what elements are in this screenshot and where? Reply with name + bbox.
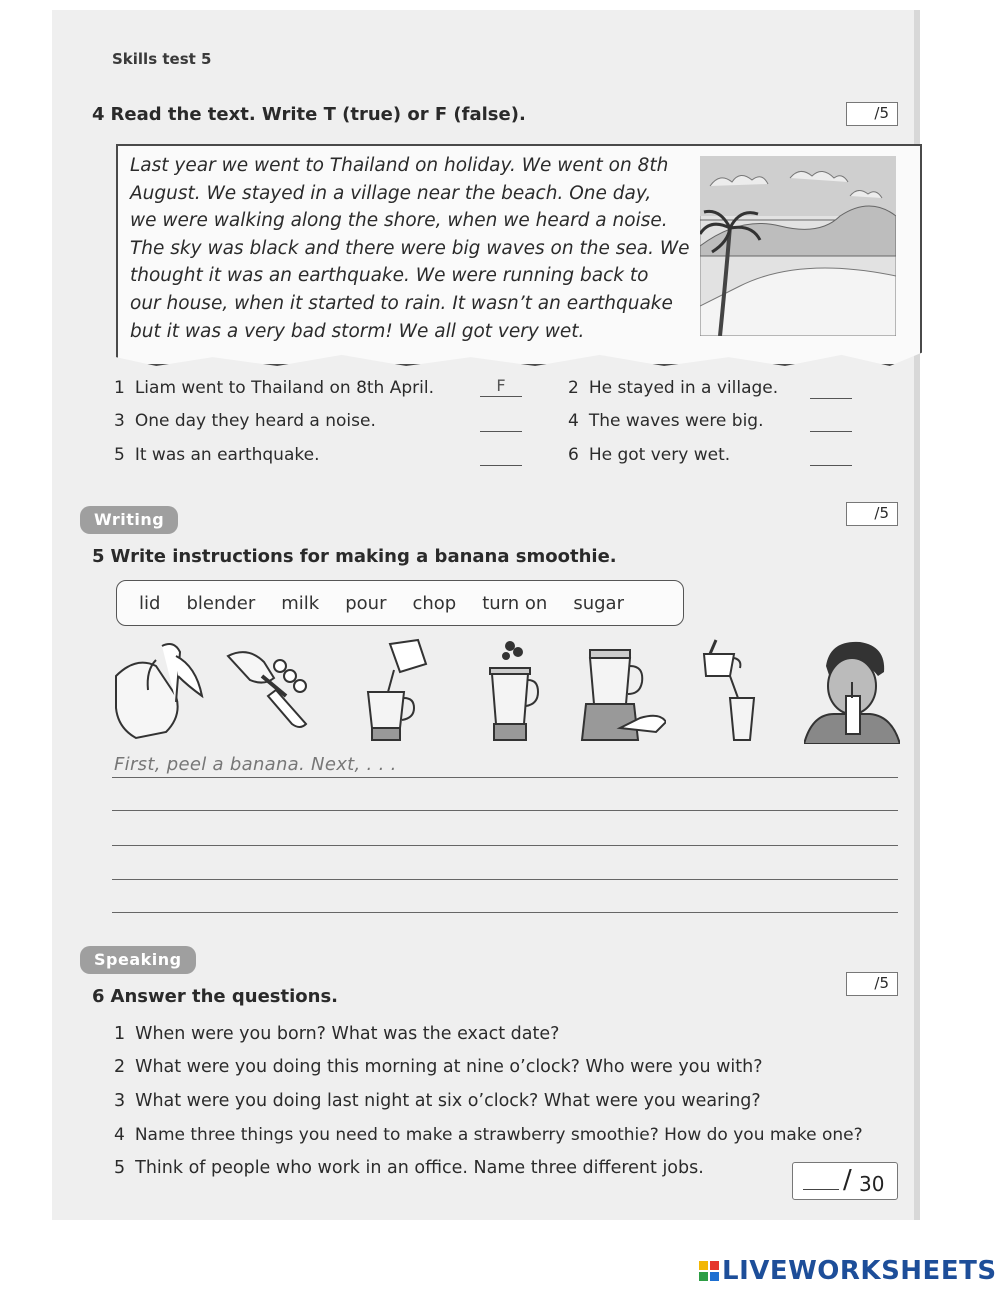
writing-line[interactable] — [112, 810, 898, 811]
total-slash: / — [843, 1165, 852, 1195]
question-item — [114, 1091, 761, 1111]
item-text: He stayed in a village. — [588, 378, 779, 398]
writing-line[interactable] — [112, 912, 898, 913]
item-number: 3 — [114, 411, 125, 431]
text-line: Last year we went to Thailand on holiday. We went on 8th — [130, 155, 669, 176]
list-item — [114, 411, 376, 431]
question-item — [114, 1057, 763, 1077]
list-item — [114, 445, 319, 465]
question-number: 2 — [114, 1057, 126, 1077]
item-text: Liam went to Thailand on 8th April. — [134, 378, 434, 398]
chop-banana-icon — [226, 636, 322, 744]
answer-blank[interactable] — [810, 411, 852, 432]
question-text: Think of people who work in an office. Name three different jobs. — [135, 1158, 704, 1178]
total-score-blank[interactable] — [803, 1189, 839, 1190]
writing-line[interactable] — [112, 879, 898, 880]
exercise-4-title — [92, 104, 526, 125]
exercise-6-title — [92, 986, 338, 1007]
text-line: August. We stayed in a village near the beach. One day, — [130, 182, 652, 204]
item-text: The waves were big. — [588, 411, 764, 431]
item-number: 5 — [114, 445, 125, 465]
item-text: One day they heard a noise. — [134, 411, 376, 431]
list-item — [568, 411, 764, 431]
question-item — [114, 1158, 704, 1178]
question-text: What were you doing last night at six o’clock? What were you wearing? — [135, 1091, 761, 1111]
answer-blank[interactable] — [810, 445, 852, 466]
brand-logo — [698, 1256, 997, 1286]
exercise-number: 6 — [92, 986, 105, 1007]
exercise-instruction: Write instructions for making a banana smoothie. — [110, 546, 617, 567]
exercise-instruction: Answer the questions. — [110, 986, 338, 1007]
question-item — [114, 1024, 559, 1044]
item-number: 4 — [568, 411, 579, 431]
pour-smoothie-icon — [696, 636, 766, 744]
list-item — [114, 378, 434, 398]
pour-milk-icon — [360, 636, 432, 744]
text-line: we were walking along the shore, when we heard a noise. — [130, 210, 668, 232]
word-bank-item: lid — [139, 592, 161, 614]
turn-on-blender-icon — [580, 636, 666, 744]
question-text: When were you born? What was the exact date? — [135, 1024, 560, 1044]
question-number: 5 — [114, 1158, 126, 1178]
question-number: 1 — [114, 1024, 126, 1044]
liveworksheets-logo-icon — [698, 1260, 720, 1282]
score-box-writing: /5 — [846, 502, 898, 526]
exercise-number: 4 — [92, 104, 105, 125]
word-bank-item: blender — [186, 592, 256, 614]
word-bank-item: chop — [412, 592, 457, 614]
list-item — [568, 378, 778, 398]
test-label: Skills test 5 — [112, 50, 212, 68]
total-score-box[interactable] — [792, 1162, 898, 1200]
answer-blank[interactable] — [480, 411, 522, 432]
question-text: What were you doing this morning at nine o’clock? Who were you with? — [135, 1057, 763, 1077]
item-number: 2 — [568, 378, 579, 398]
item-text: He got very wet. — [588, 445, 731, 465]
brand-name: LIVEWORKSHEETS — [722, 1256, 997, 1286]
text-line: our house, when it started to rain. It wasn’t an earthquake — [130, 292, 673, 314]
word-bank-item: pour — [345, 592, 387, 614]
writing-section-tag: Writing — [80, 506, 178, 534]
item-number: 6 — [568, 445, 579, 465]
writing-line[interactable] — [112, 845, 898, 846]
example-answer: First, peel a banana. Next, . . . — [114, 754, 397, 775]
score-box-speaking: /5 — [846, 972, 898, 996]
answer-blank[interactable] — [480, 445, 522, 466]
word-bank-item: turn on — [482, 592, 548, 614]
question-number: 3 — [114, 1091, 126, 1111]
item-number: 1 — [114, 378, 125, 398]
question-item — [114, 1125, 904, 1145]
boy-drinking-icon — [804, 636, 900, 744]
list-item — [568, 445, 730, 465]
word-bank — [116, 580, 684, 626]
exercise-number: 5 — [92, 546, 105, 567]
exercise-5-title — [92, 546, 617, 567]
text-line: but it was a very bad storm! We all got very wet. — [130, 320, 585, 342]
reading-text — [130, 152, 700, 345]
question-text: Name three things you need to make a strawberry smoothie? How do you make one? — [134, 1125, 863, 1145]
beach-storm-illustration — [700, 156, 896, 336]
speaking-section-tag: Speaking — [80, 946, 196, 974]
peel-banana-icon — [112, 636, 212, 744]
item-text: It was an earthquake. — [134, 445, 320, 465]
exercise-instruction: Read the text. Write T (true) or F (false). — [110, 104, 526, 125]
total-score-max: 30 — [859, 1172, 885, 1196]
text-line: thought it was an earthquake. We were running back to — [130, 265, 649, 287]
word-bank-item: milk — [281, 592, 320, 614]
writing-line[interactable] — [112, 777, 898, 778]
answer-blank[interactable] — [810, 378, 852, 399]
word-bank-item: sugar — [573, 592, 624, 614]
score-box-ex4: /5 — [846, 102, 898, 126]
question-number: 4 — [114, 1125, 125, 1145]
answer-blank[interactable]: F — [480, 376, 522, 397]
text-line: The sky was black and there were big waves on the sea. We — [130, 237, 690, 259]
add-sugar-icon — [480, 636, 544, 744]
